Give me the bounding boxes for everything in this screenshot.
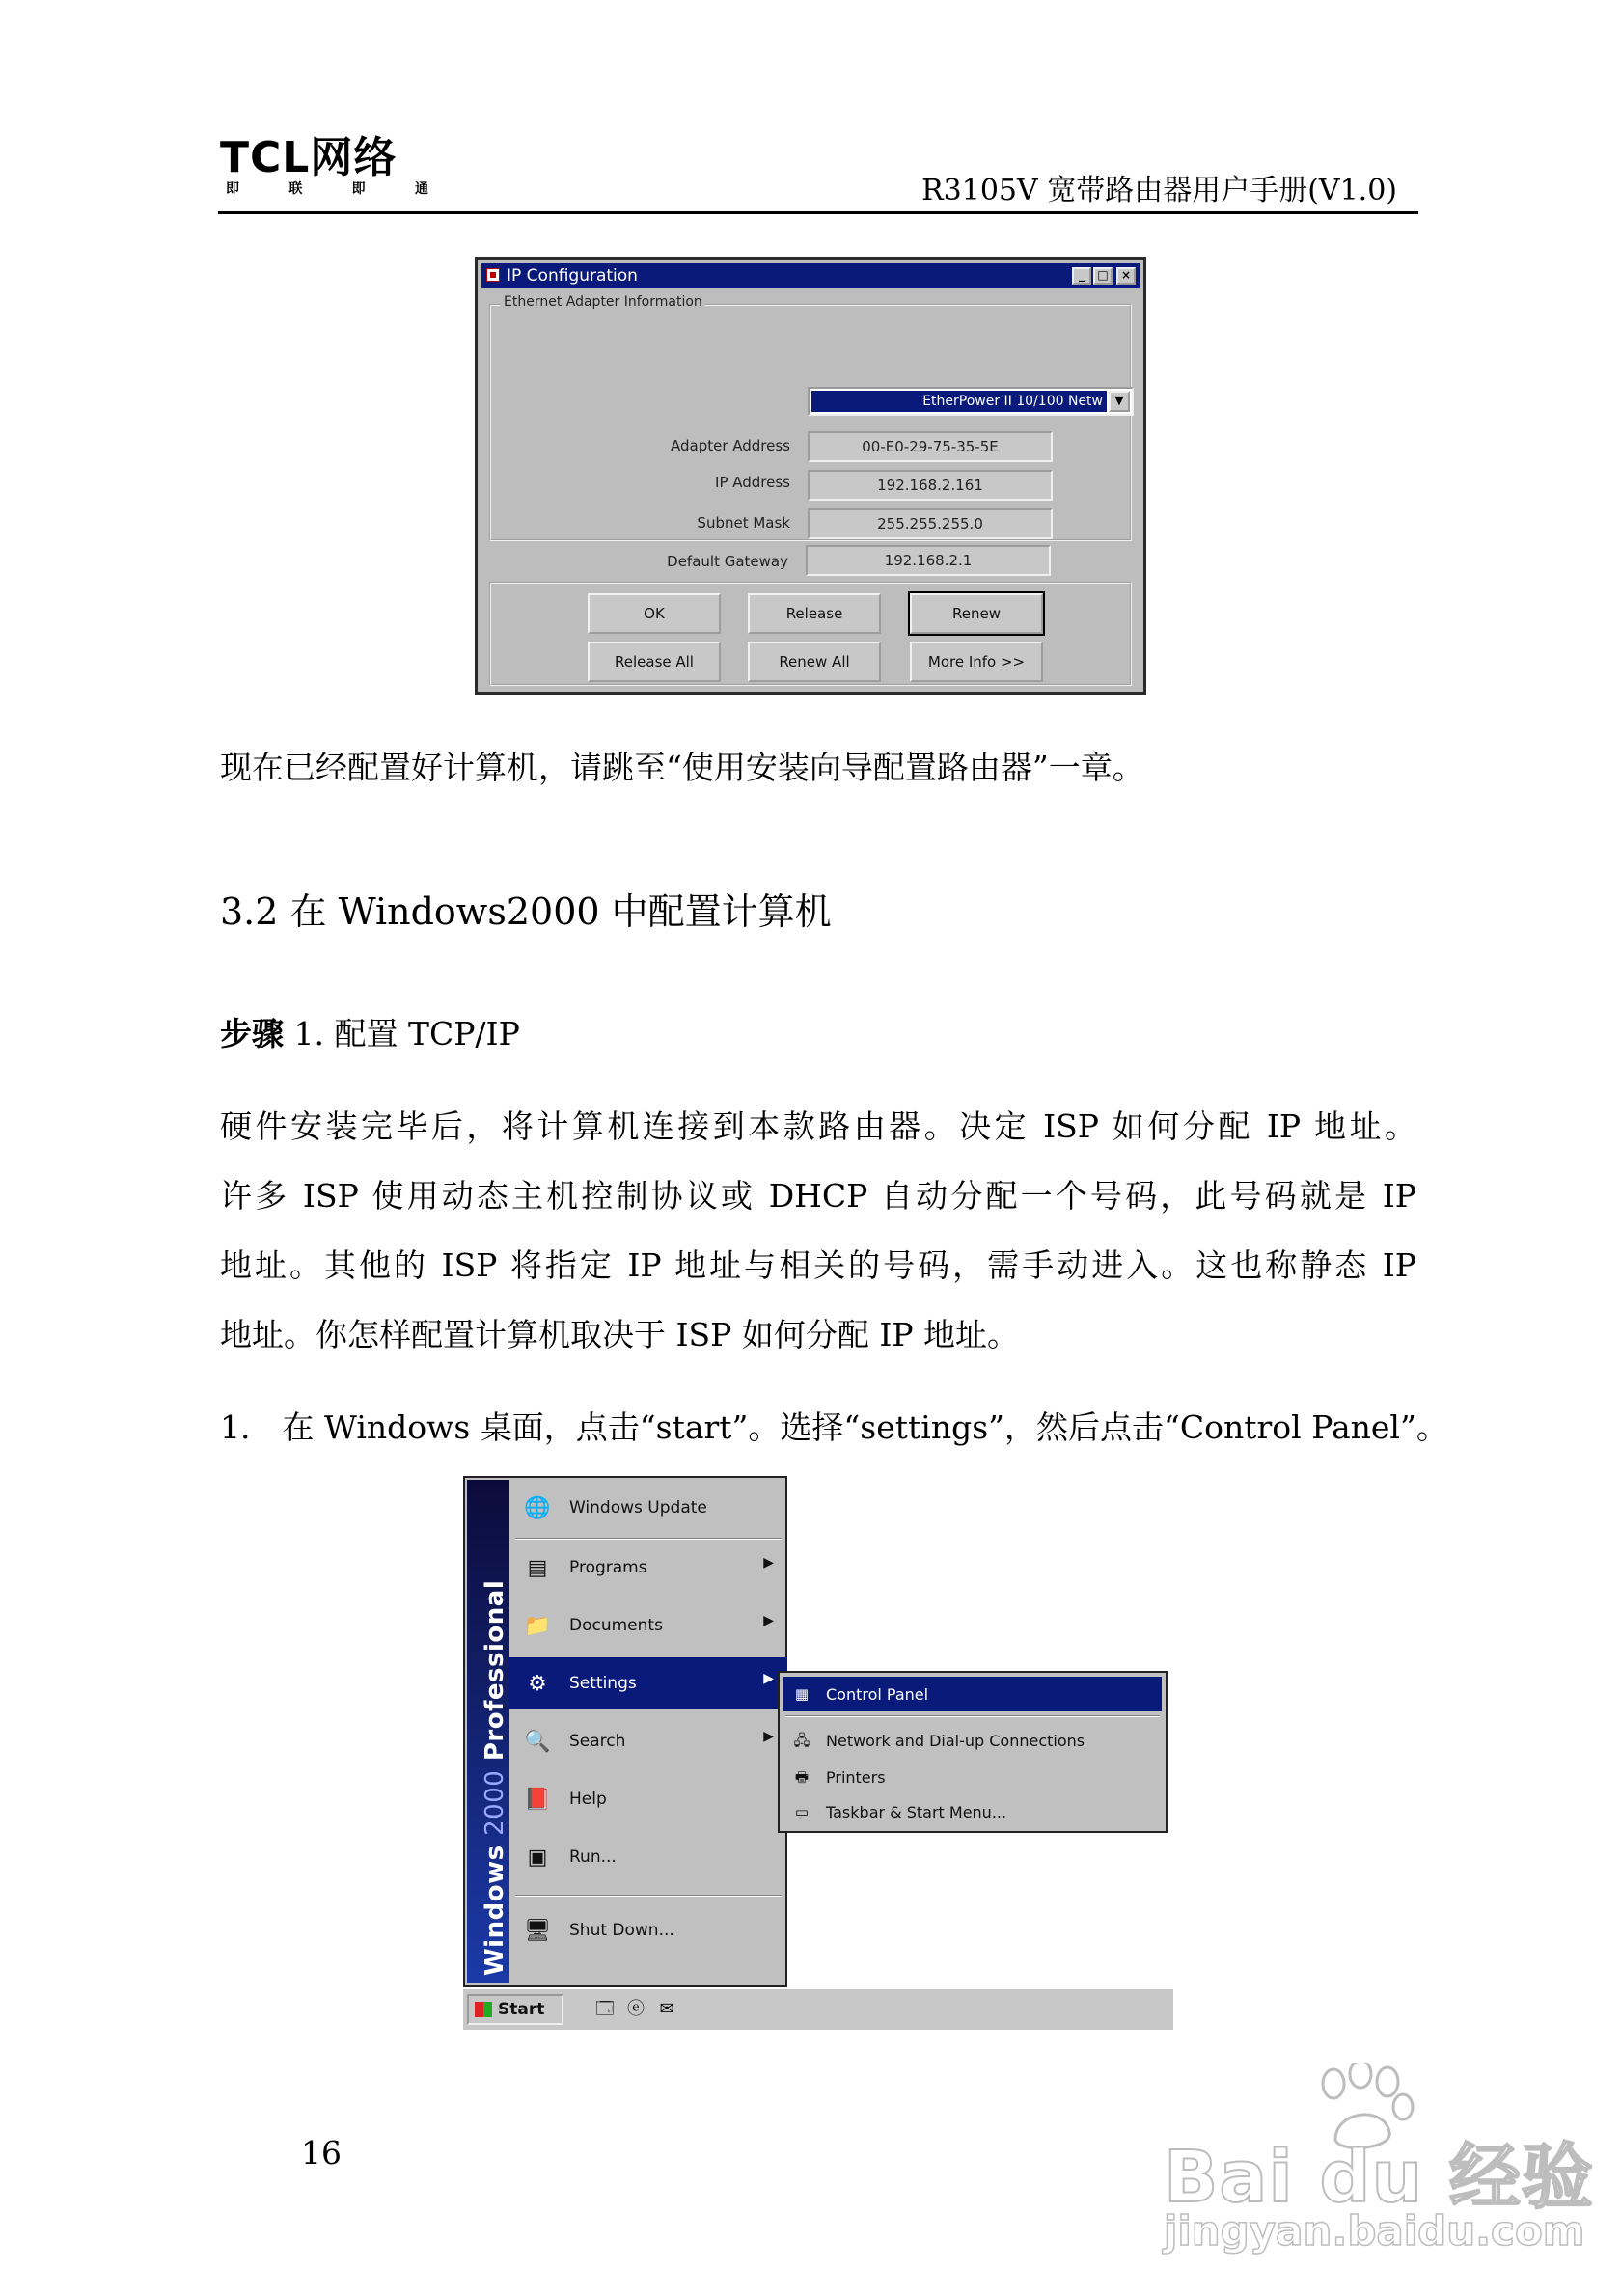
menu-item-label: Documents — [569, 1616, 663, 1635]
network-icon: 🖧 — [793, 1732, 810, 1749]
submenu-item-label: Taskbar & Start Menu... — [826, 1803, 1007, 1821]
action-buttons-group — [489, 582, 1132, 686]
chevron-right-icon: ▶ — [763, 1555, 774, 1571]
windows-flag-icon — [475, 2002, 492, 2017]
taskbar — [463, 1987, 1173, 2030]
dialog-titlebar — [481, 263, 1140, 288]
app-icon — [486, 268, 500, 282]
menu-item-settings[interactable] — [509, 1657, 787, 1709]
slogan-char: 即 — [226, 181, 239, 197]
release-all-button[interactable]: Release All — [588, 642, 721, 682]
menu-separator — [515, 1538, 782, 1540]
menu-item-search[interactable] — [509, 1715, 787, 1767]
chevron-right-icon: ▶ — [763, 1671, 774, 1686]
menu-separator — [515, 1895, 782, 1897]
renew-button[interactable]: Renew — [910, 593, 1043, 634]
slogan-char: 通 — [414, 181, 428, 197]
submenu-item-label: Network and Dial-up Connections — [826, 1732, 1085, 1750]
settings-icon: ⚙ — [528, 1671, 547, 1696]
adapter-address-value: 00-E0-29-75-35-5E — [808, 431, 1053, 462]
minimize-button[interactable]: _ — [1072, 267, 1091, 285]
document-title: R3105V 宽带路由器用户手册(V1.0) — [921, 174, 1397, 207]
ie-icon[interactable]: ⓔ — [627, 1999, 645, 2019]
menu-item-help[interactable] — [509, 1773, 787, 1825]
step-label: 步骤 — [220, 1015, 284, 1052]
start-menu — [463, 1476, 787, 1987]
tcl-logo — [220, 135, 432, 197]
subnet-mask-label: Subnet Mask — [697, 514, 790, 532]
ok-button[interactable]: OK — [588, 593, 721, 634]
submenu-item-control-panel[interactable] — [783, 1677, 1162, 1711]
chevron-right-icon: ▶ — [763, 1613, 774, 1628]
outlook-icon[interactable]: ✉ — [659, 1999, 674, 2019]
more-info-button[interactable]: More Info >> — [910, 642, 1043, 682]
menu-item-label: Windows Update — [569, 1498, 707, 1517]
ip-address-label: IP Address — [715, 474, 790, 491]
paragraph-line: 地址。其他的 ISP 将指定 IP 地址与相关的号码，需手动进入。这也称静态 IP — [220, 1246, 1416, 1284]
taskbar-icon: ▭ — [794, 1803, 810, 1820]
start-menu-screenshot — [463, 1476, 1173, 2030]
logo-slogan — [226, 181, 428, 197]
printer-icon: 🖶 — [794, 1768, 810, 1786]
control-panel-icon: ▦ — [794, 1685, 810, 1703]
windows-2000-brand — [481, 1580, 509, 1976]
maximize-button[interactable]: □ — [1093, 267, 1113, 285]
default-gateway-value: 192.168.2.1 — [806, 545, 1051, 576]
start-button[interactable] — [467, 1994, 563, 2025]
group-label: Ethernet Adapter Information — [501, 294, 705, 310]
folder-icon: 📁 — [524, 1613, 551, 1638]
watermark-text: Bai du 经验 — [1164, 2136, 1594, 2219]
step-heading — [220, 1015, 520, 1053]
slogan-char: 联 — [288, 181, 303, 197]
watermark-url: jingyan.baidu.com — [1164, 2207, 1585, 2255]
menu-item-label: Search — [569, 1732, 626, 1751]
step-text: 1. 配置 TCP/IP — [293, 1015, 520, 1052]
dialog-title: IP Configuration — [507, 266, 638, 286]
close-button[interactable]: × — [1116, 267, 1136, 285]
section-heading: 3.2 在 Windows2000 中配置计算机 — [220, 890, 832, 933]
menu-item-label: Programs — [569, 1558, 647, 1577]
submenu-item-taskbar[interactable] — [783, 1794, 1162, 1829]
renew-all-button[interactable]: Renew All — [748, 642, 881, 682]
paragraph-line: 硬件安装完毕后，将计算机连接到本款路由器。决定 ISP 如何分配 IP 地址。 — [220, 1107, 1416, 1145]
menu-item-windows-update[interactable] — [509, 1482, 787, 1534]
logo-brand: TCL网络 — [220, 133, 398, 182]
run-icon: ▣ — [527, 1845, 548, 1870]
menu-item-programs[interactable] — [509, 1542, 787, 1594]
page-number: 16 — [301, 2134, 342, 2172]
chevron-down-icon[interactable]: ▼ — [1109, 391, 1130, 412]
menu-item-shut-down[interactable] — [509, 1904, 787, 1956]
programs-icon: ▤ — [527, 1555, 548, 1580]
submenu-item-network[interactable] — [783, 1723, 1162, 1758]
default-gateway-label: Default Gateway — [667, 553, 788, 570]
release-button[interactable]: Release — [748, 593, 881, 634]
slogan-char: 即 — [351, 181, 366, 197]
brand-version: 2000 — [481, 1769, 509, 1836]
ip-address-value: 192.168.2.161 — [808, 470, 1053, 501]
adapter-selected-value: EtherPower II 10/100 Netw — [811, 391, 1107, 412]
desktop-icon[interactable]: 🗔 — [595, 1999, 615, 2019]
instruction-line: 1. 在 Windows 桌面，点击“start”。选择“settings”，然后点击“Control Panel”。 — [220, 1408, 1448, 1446]
shutdown-icon: 🖥 — [524, 1918, 551, 1943]
baidu-watermark — [1164, 2063, 1594, 2255]
start-menu-sidebar — [467, 1480, 509, 1983]
adapter-address-label: Adapter Address — [670, 437, 790, 454]
start-button-label: Start — [498, 2000, 545, 2019]
menu-item-label: Settings — [569, 1674, 637, 1693]
menu-item-documents[interactable] — [509, 1599, 787, 1652]
done-paragraph: 现在已经配置好计算机，请跳至“使用安装向导配置路由器”一章。 — [220, 749, 1144, 786]
paragraph-line: 许多 ISP 使用动态主机控制协议或 DHCP 自动分配一个号码，此号码就是 IP — [220, 1177, 1416, 1215]
settings-submenu — [778, 1671, 1168, 1833]
menu-item-label: Run... — [569, 1847, 617, 1867]
menu-item-run[interactable] — [509, 1831, 787, 1883]
ip-configuration-dialog — [475, 257, 1146, 695]
adapter-dropdown[interactable] — [808, 387, 1134, 416]
search-icon: 🔍 — [524, 1729, 551, 1754]
header-divider — [218, 211, 1418, 214]
adapter-info-group — [489, 294, 1132, 541]
help-icon: 📕 — [524, 1787, 551, 1812]
chevron-right-icon: ▶ — [763, 1729, 774, 1744]
submenu-item-printers[interactable] — [783, 1760, 1162, 1794]
menu-item-label: Shut Down... — [569, 1921, 674, 1940]
subnet-mask-value: 255.255.255.0 — [808, 508, 1053, 539]
paragraph-line: 地址。你怎样配置计算机取决于 ISP 如何分配 IP 地址。 — [220, 1316, 1020, 1353]
globe-icon: 🌐 — [524, 1495, 551, 1520]
brand-windows: Windows — [481, 1845, 509, 1976]
submenu-separator — [785, 1715, 1160, 1717]
brand-edition: Professional — [481, 1579, 509, 1762]
submenu-item-label: Control Panel — [826, 1685, 929, 1704]
menu-item-label: Help — [569, 1790, 607, 1809]
submenu-item-label: Printers — [826, 1768, 886, 1787]
